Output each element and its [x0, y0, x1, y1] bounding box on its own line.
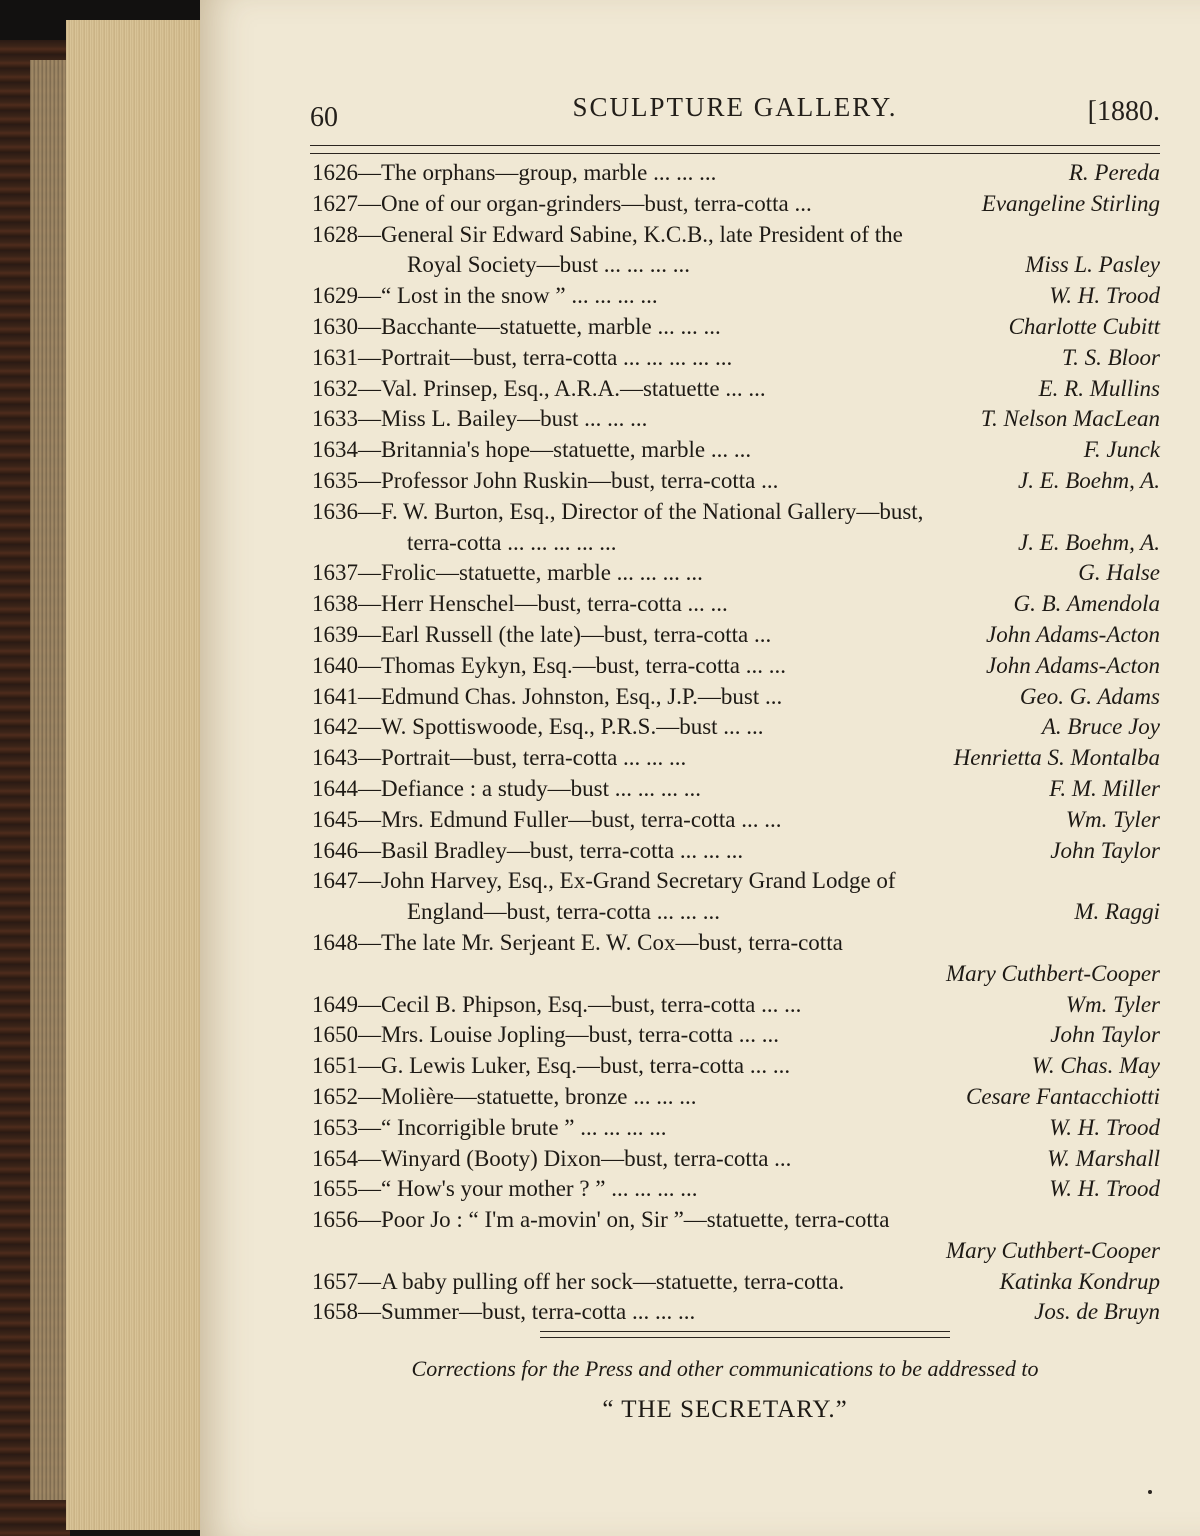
- catalogue-entry: [312, 158, 1160, 189]
- entry-description: 1656—Poor Jo : “ I'm a-movin' on, Sir ”—statuette, terra-cotta: [312, 1207, 890, 1233]
- entry-line: [312, 281, 1160, 312]
- footer-secretary: “ THE SECRETARY.”: [602, 1396, 848, 1423]
- entry-line: [312, 1267, 1160, 1298]
- footer-note: Corrections for the Press and other communications to be addressed to: [411, 1356, 1039, 1381]
- catalogue-entry: [312, 281, 1160, 312]
- entry-artist: G. B. Amendola: [1013, 591, 1160, 617]
- catalogue-entry: [312, 990, 1160, 1021]
- entry-artist: John Adams-Acton: [986, 652, 1160, 678]
- entry-description: 1633—Miss L. Bailey—bust ... ... ...: [312, 406, 648, 432]
- entry-artist: W. H. Trood: [1049, 1114, 1160, 1140]
- entry-description: 1653—“ Incorrigible brute ” ... ... ... ...: [312, 1114, 667, 1140]
- catalogue-entry: [312, 805, 1160, 836]
- catalogue-entry: [312, 1297, 1160, 1328]
- entry-line: [312, 866, 1160, 897]
- catalogue-entry: [312, 1113, 1160, 1144]
- entry-line: [312, 1205, 1160, 1236]
- entry-line: [312, 1297, 1160, 1328]
- header-double-rule: [310, 145, 1160, 154]
- catalogue-entry: [312, 589, 1160, 620]
- catalogue-entry: [312, 743, 1160, 774]
- entry-line: [312, 1144, 1160, 1175]
- entry-line: [312, 404, 1160, 435]
- entry-artist: W. H. Trood: [1049, 283, 1160, 309]
- entry-description: 1639—Earl Russell (the late)—bust, terra-cotta ...: [312, 621, 772, 647]
- book-page: [200, 0, 1200, 1536]
- entry-description: 1627—One of our organ-grinders—bust, terra-cotta ...: [312, 190, 812, 216]
- entry-description: 1643—Portrait—bust, terra-cotta ... ... ...: [312, 745, 687, 771]
- catalogue-entry: [312, 651, 1160, 682]
- entry-description: 1650—Mrs. Louise Jopling—bust, terra-cotta ... ...: [312, 1022, 779, 1048]
- entry-description: 1630—Bacchante—statuette, marble ... ... ...: [312, 313, 721, 339]
- entry-description: 1655—“ How's your mother ? ” ... ... ... ...: [312, 1176, 698, 1202]
- entry-artist: Mary Cuthbert-Cooper: [945, 1237, 1160, 1263]
- entry-line: [312, 1020, 1160, 1051]
- entry-line: [312, 158, 1160, 189]
- entry-artist: E. R. Mullins: [1038, 375, 1160, 401]
- entry-line: [312, 1082, 1160, 1113]
- entry-artist: Henrietta S. Montalba: [953, 745, 1160, 771]
- catalogue-entry: [312, 1020, 1160, 1051]
- catalogue-entry: [312, 189, 1160, 220]
- entry-line: [312, 220, 1160, 251]
- page-number: 60: [310, 102, 338, 133]
- running-header: [310, 92, 1160, 140]
- entry-artist: T. Nelson MacLean: [980, 406, 1160, 432]
- entry-description: 1649—Cecil B. Phipson, Esq.—bust, terra-cotta ... ...: [312, 991, 802, 1017]
- marbled-spine-edge: [30, 60, 66, 1500]
- entry-line: [312, 928, 1160, 959]
- entry-description: 1640—Thomas Eykyn, Esq.—bust, terra-cotta ... ...: [312, 652, 786, 678]
- entry-description: 1645—Mrs. Edmund Fuller—bust, terra-cotta ... ...: [312, 806, 782, 832]
- entry-description: 1636—F. W. Burton, Esq., Director of the National Gallery—bust,: [312, 498, 924, 524]
- entry-line: [312, 497, 1160, 528]
- entry-line: [312, 990, 1160, 1021]
- entry-line: [312, 466, 1160, 497]
- footer-double-rule: [540, 1331, 950, 1338]
- entry-artist: Mary Cuthbert-Cooper: [945, 960, 1160, 986]
- catalogue-entry: [312, 404, 1160, 435]
- entry-description: 1634—Britannia's hope—statuette, marble ... ...: [312, 437, 752, 463]
- entry-artist: Evangeline Stirling: [981, 190, 1160, 216]
- entry-artist: John Taylor: [1050, 837, 1160, 863]
- entry-line: [312, 682, 1160, 713]
- catalogue-entry: [312, 466, 1160, 497]
- catalogue-entry: [312, 1082, 1160, 1113]
- catalogue-entry: [312, 1051, 1160, 1082]
- entry-description: 1628—General Sir Edward Sabine, K.C.B., late President of the: [312, 221, 903, 247]
- entry-description: 1632—Val. Prinsep, Esq., A.R.A.—statuette ... ...: [312, 375, 766, 401]
- entry-description: 1651—G. Lewis Luker, Esq.—bust, terra-cotta ... ...: [312, 1053, 791, 1079]
- entry-line: [312, 528, 1160, 559]
- entry-line: [312, 558, 1160, 589]
- entry-description: 1631—Portrait—bust, terra-cotta ... ... ... ... ...: [312, 344, 733, 370]
- entry-description: 1642—W. Spottiswoode, Esq., P.R.S.—bust ... ...: [312, 714, 764, 740]
- catalogue-entry: [312, 220, 1160, 282]
- entry-description: England—bust, terra-cotta ... ... ...: [407, 899, 720, 925]
- entry-description: 1635—Professor John Ruskin—bust, terra-cotta ...: [312, 467, 779, 493]
- entry-artist: Miss L. Pasley: [1025, 252, 1160, 278]
- entry-artist: John Adams-Acton: [986, 621, 1160, 647]
- entry-line: [312, 1236, 1160, 1267]
- entry-artist: Charlotte Cubitt: [1008, 313, 1160, 339]
- entry-line: [312, 189, 1160, 220]
- entry-line: [312, 1113, 1160, 1144]
- catalogue-entry: [312, 558, 1160, 589]
- entry-artist: R. Pereda: [1068, 160, 1160, 185]
- entry-description: 1648—The late Mr. Serjeant E. W. Cox—bust, terra-cotta: [312, 929, 843, 955]
- catalogue-entry: [312, 1144, 1160, 1175]
- catalogue-entry: [312, 712, 1160, 743]
- entry-artist: M. Raggi: [1074, 899, 1160, 925]
- entry-artist: Cesare Fantacchiotti: [966, 1083, 1160, 1109]
- entry-line: [312, 959, 1160, 990]
- catalogue-entry: [312, 1205, 1160, 1267]
- entry-line: [312, 1051, 1160, 1082]
- entry-description: Royal Society—bust ... ... ... ...: [407, 252, 691, 278]
- page-title: SCULPTURE GALLERY.: [572, 92, 898, 122]
- catalogue-entry: [312, 682, 1160, 713]
- catalogue-entry: [312, 1267, 1160, 1298]
- page-stack-edges: [66, 20, 206, 1530]
- entry-artist: W. Chas. May: [1031, 1053, 1160, 1079]
- entry-line: [312, 374, 1160, 405]
- entry-description: 1629—“ Lost in the snow ” ... ... ... ...: [312, 283, 658, 309]
- catalogue-entry: [312, 928, 1160, 990]
- entry-line: [312, 620, 1160, 651]
- entry-line: [312, 589, 1160, 620]
- catalogue-entry: [312, 620, 1160, 651]
- catalogue-entry: [312, 836, 1160, 867]
- catalogue-entries: [312, 158, 1160, 1328]
- entry-artist: Wm. Tyler: [1065, 806, 1160, 832]
- entry-line: [312, 312, 1160, 343]
- entry-line: [312, 712, 1160, 743]
- entry-artist: W. H. Trood: [1049, 1176, 1160, 1202]
- catalogue-entry: [312, 497, 1160, 559]
- entry-line: [312, 651, 1160, 682]
- entry-artist: Katinka Kondrup: [999, 1268, 1160, 1294]
- entry-line: [312, 743, 1160, 774]
- entry-description: 1647—John Harvey, Esq., Ex-Grand Secretary Grand Lodge of: [312, 868, 896, 894]
- entry-artist: T. S. Bloor: [1062, 344, 1160, 370]
- entry-line: [312, 897, 1160, 928]
- catalogue-entry: [312, 866, 1160, 928]
- entry-artist: G. Halse: [1078, 560, 1160, 586]
- entry-artist: W. Marshall: [1047, 1145, 1160, 1171]
- entry-artist: Wm. Tyler: [1065, 991, 1160, 1017]
- print-speck: [1148, 1490, 1152, 1494]
- entry-description: 1637—Frolic—statuette, marble ... ... ... ...: [312, 560, 703, 586]
- catalogue-entry: [312, 1174, 1160, 1205]
- entry-artist: John Taylor: [1050, 1022, 1160, 1048]
- entry-line: [312, 805, 1160, 836]
- entry-description: 1644—Defiance : a study—bust ... ... ... ...: [312, 775, 702, 801]
- entry-artist: J. E. Boehm, A.: [1017, 467, 1160, 493]
- catalogue-entry: [312, 435, 1160, 466]
- entry-description: 1646—Basil Bradley—bust, terra-cotta ... ... ...: [312, 837, 744, 863]
- header-year: [1880.: [1087, 96, 1160, 127]
- entry-line: [312, 250, 1160, 281]
- entry-artist: Jos. de Bruyn: [1034, 1299, 1160, 1325]
- catalogue-entry: [312, 374, 1160, 405]
- entry-description: 1658—Summer—bust, terra-cotta ... ... ...: [312, 1299, 696, 1325]
- entry-artist: F. Junck: [1083, 437, 1160, 463]
- entry-description: 1638—Herr Henschel—bust, terra-cotta ... ...: [312, 591, 728, 617]
- catalogue-entry: [312, 774, 1160, 805]
- entry-description: 1654—Winyard (Booty) Dixon—bust, terra-cotta ...: [312, 1145, 792, 1171]
- entry-artist: Geo. G. Adams: [1019, 683, 1160, 709]
- entry-line: [312, 343, 1160, 374]
- catalogue-entry: [312, 343, 1160, 374]
- entry-description: 1626—The orphans—group, marble ... ... ...: [312, 160, 717, 185]
- entry-description: terra-cotta ... ... ... ... ...: [407, 529, 617, 555]
- entry-line: [312, 435, 1160, 466]
- entry-line: [312, 1174, 1160, 1205]
- entry-description: 1641—Edmund Chas. Johnston, Esq., J.P.—bust ...: [312, 683, 783, 709]
- entry-artist: F. M. Miller: [1049, 775, 1160, 801]
- entry-description: 1657—A baby pulling off her sock—statuette, terra-cotta.: [312, 1268, 845, 1294]
- entry-line: [312, 836, 1160, 867]
- entry-line: [312, 774, 1160, 805]
- entry-description: 1652—Molière—statuette, bronze ... ... ...: [312, 1083, 697, 1109]
- entry-artist: A. Bruce Joy: [1041, 714, 1160, 740]
- catalogue-entry: [312, 312, 1160, 343]
- entry-artist: J. E. Boehm, A.: [1017, 529, 1160, 555]
